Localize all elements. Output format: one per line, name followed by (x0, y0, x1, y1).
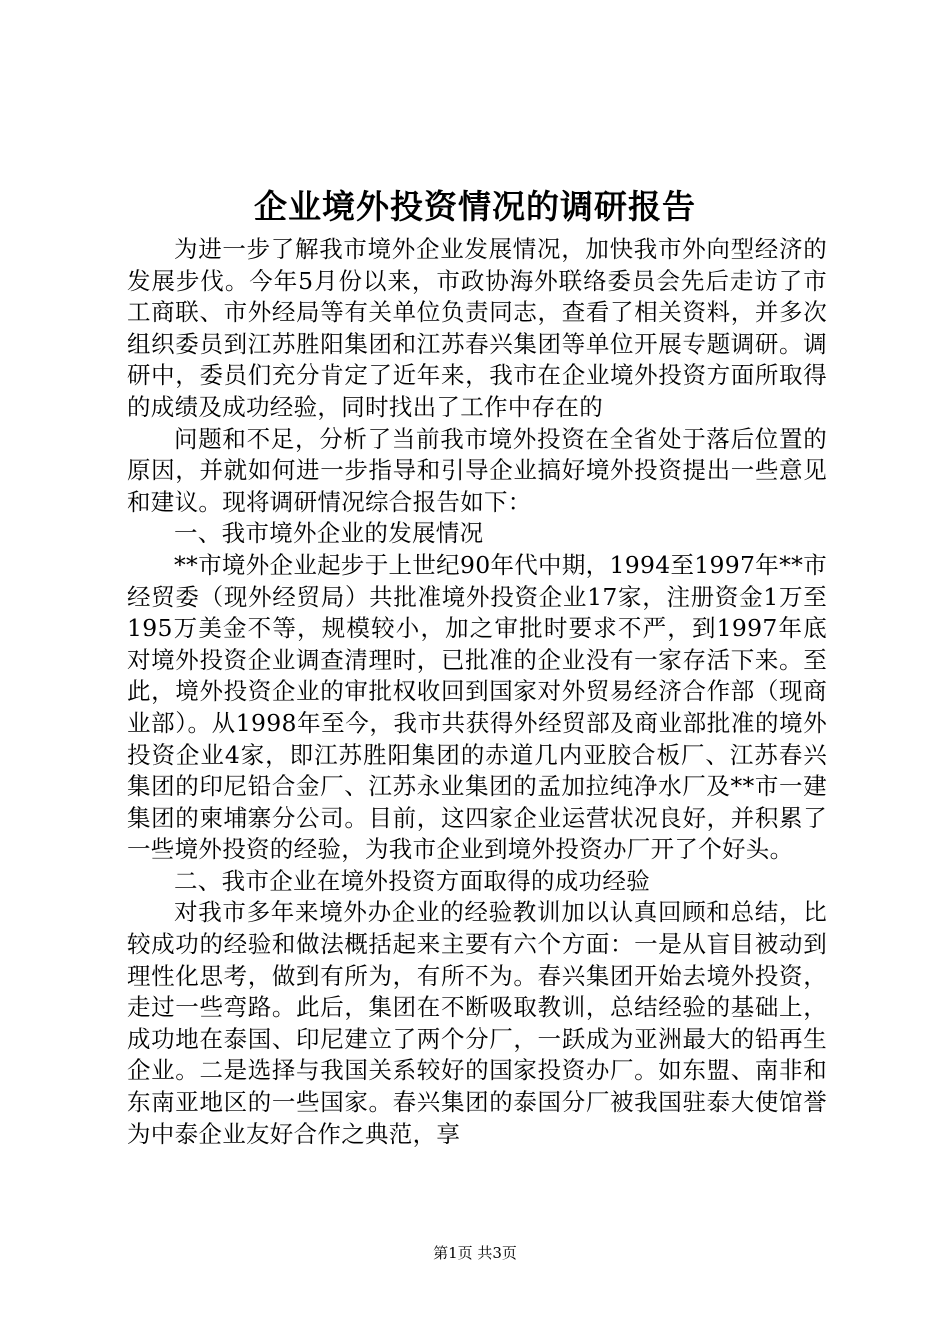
section-heading-1: 一、我市境外企业的发展情况 (174, 519, 484, 548)
paragraph-intro: 为进一步了解我市境外企业发展情况，加快我市外向型经济的发展步伐。今年5月份以来，市政协海外联络委员会先后走访了市工商联、市外经局等有关单位负责同志，查看了相关资料，并多次组织委员到江苏胜阳集团和江苏春兴集团等单位开展专题调研。调研中，委员们充分肯定了近年来，我市在企业境外投资方面所取得的成绩及成功经验，同时找出了工作中存在的 (127, 235, 827, 421)
document-body (127, 234, 827, 1150)
paragraph-experience: 对我市多年来境外办企业的经验教训加以认真回顾和总结，比较成功的经验和做法概括起来主要有六个方面：一是从盲目被动到理性化思考，做到有所为，有所不为。春兴集团开始去境外投资，走过一些弯路。此后，集团在不断吸取教训，总结经验的基础上，成功地在泰国、印尼建立了两个分厂，一跃成为亚洲最大的铅再生企业。二是选择与我国关系较好的国家投资办厂。如东盟、南非和东南亚地区的一些国家。春兴集团的泰国分厂被我国驻泰大使馆誉为中泰企业友好合作之典范，享 (127, 898, 827, 1148)
paragraph-intro-continued: 问题和不足，分析了当前我市境外投资在全省处于落后位置的原因，并就如何进一步指导和引导企业搞好境外投资提出一些意见和建议。现将调研情况综合报告如下： (127, 424, 827, 516)
document-title: 企业境外投资情况的调研报告 (254, 187, 696, 226)
paragraph-development: **市境外企业起步于上世纪90年代中期，1994至1997年**市经贸委（现外经贸局）共批准境外投资企业17家，注册资金1万至195万美金不等，规模较小，加之审批时要求不严，到1997年底对境外投资企业调查清理时，已批准的企业没有一家存活下来。至此，境外投资企业的审批权收回到国家对外贸易经济合作部（现商业部）。从1998年至今，我市共获得外经贸部及商业部批准的境外投资企业4家，即江苏胜阳集团的赤道几内亚胶合板厂、江苏春兴集团的印尼铅合金厂、江苏永业集团的孟加拉纯净水厂及**市一建集团的柬埔寨分公司。目前，这四家企业运营状况良好，并积累了一些境外投资的经验，为我市企业到境外投资办厂开了个好头。 (127, 550, 827, 864)
page-number-footer: 第1页 共3页 (433, 1244, 517, 1262)
section-heading-2: 二、我市企业在境外投资方面取得的成功经验 (174, 866, 650, 895)
